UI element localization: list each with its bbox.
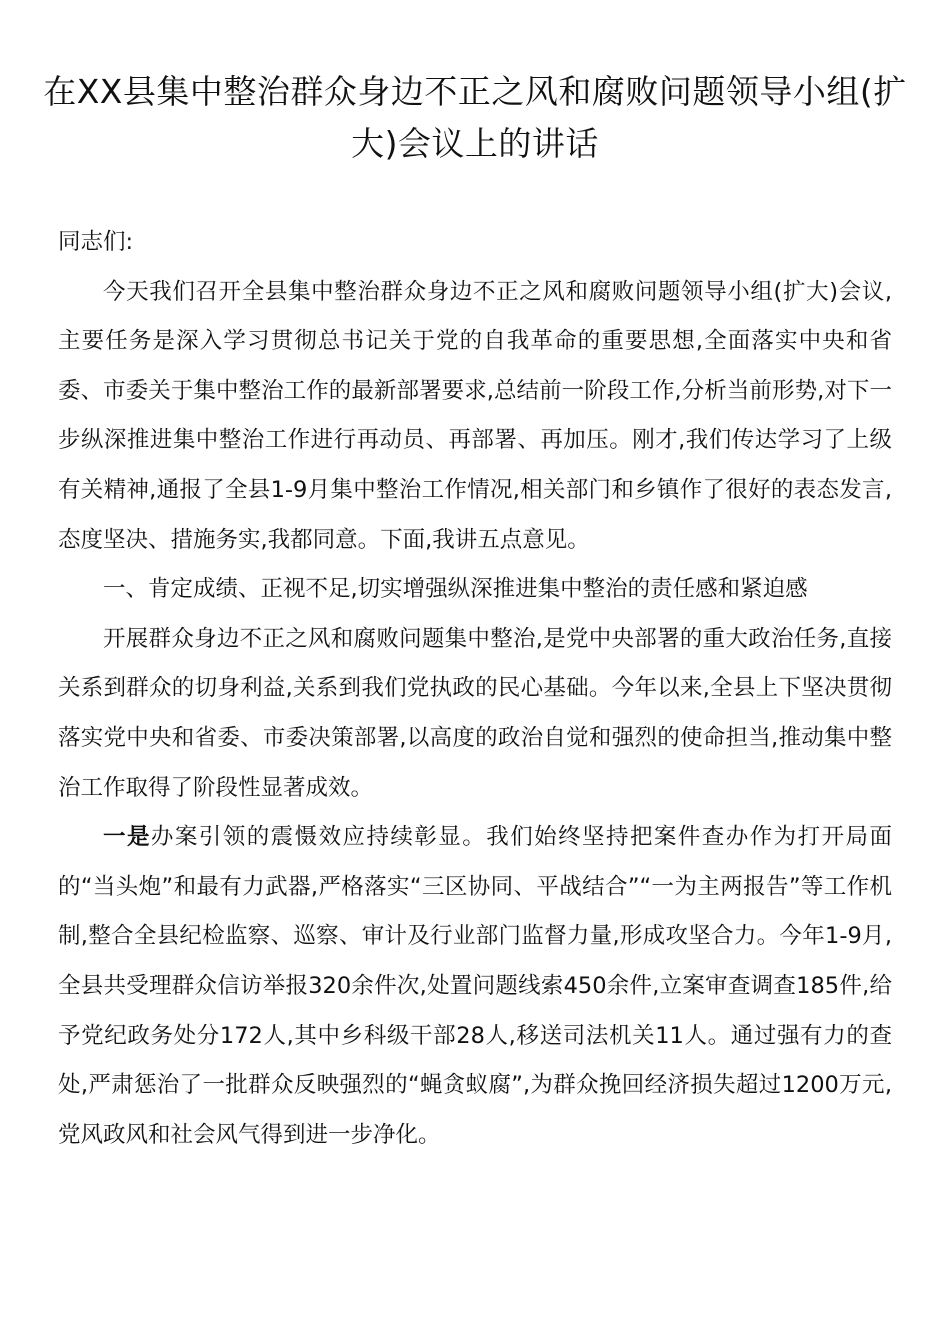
section-heading-one: 一、肯定成绩、正视不足,切实增强纵深推进集中整治的责任感和紧迫感: [103, 576, 808, 603]
document-body: [58, 218, 892, 1160]
salutation: 同志们:: [58, 229, 134, 255]
paragraph-section-one: 开展群众身边不正之风和腐败问题集中整治,是党中央部署的重大政治任务,直接关系到群众的切身利益,关系到我们党执政的民心基础。今年以来,全县上下坚决贯彻落实党中央和省委、市委决策部署,以高度的政治自觉和强烈的使命担当,推动集中整治工作取得了阶段性显著成效。: [58, 625, 892, 801]
point-one-lead: 一是: [103, 824, 151, 851]
paragraph-intro: 今天我们召开全县集中整治群众身边不正之风和腐败问题领导小组(扩大)会议,主要任务是深入学习贯彻总书记关于党的自我革命的重要思想,全面落实中央和省委、市委关于集中整治工作的最新部署要求,总结前一阶段工作,分析当前形势,对下一步纵深推进集中整治工作进行再动员、再部署、再加压。刚才,我们传达学习了上级有关精神,通报了全县1-9月集中整治工作情况,相关部门和乡镇作了很好的表态发言,态度坚决、措施务实,我都同意。下面,我讲五点意见。: [58, 278, 892, 553]
document-title: 在XX县集中整治群众身边不正之风和腐败问题领导小组(扩大)会议上的讲话: [43, 72, 907, 163]
paragraph-point-one: [58, 813, 892, 1160]
point-one-text: 办案引领的震慑效应持续彰显。我们始终坚持把案件查办作为打开局面的“当头炮”和最有力武器,严格落实“三区协同、平战结合”“一为主两报告”等工作机制,整合全县纪检监察、巡察、审计及行业部门监督力量,形成攻坚合力。今年1-9月,全县共受理群众信访举报320余件次,处置问题线索450余件,立案审查调查185件,给予党纪政务处分172人,其中乡科级干部28人,移送司法机关11人。通过强有力的查处,严肃惩治了一批群众反映强烈的“蝇贪蚁腐”,为群众挽回经济损失超过1200万元,党风政风和社会风气得到进一步净化。: [58, 824, 892, 1148]
